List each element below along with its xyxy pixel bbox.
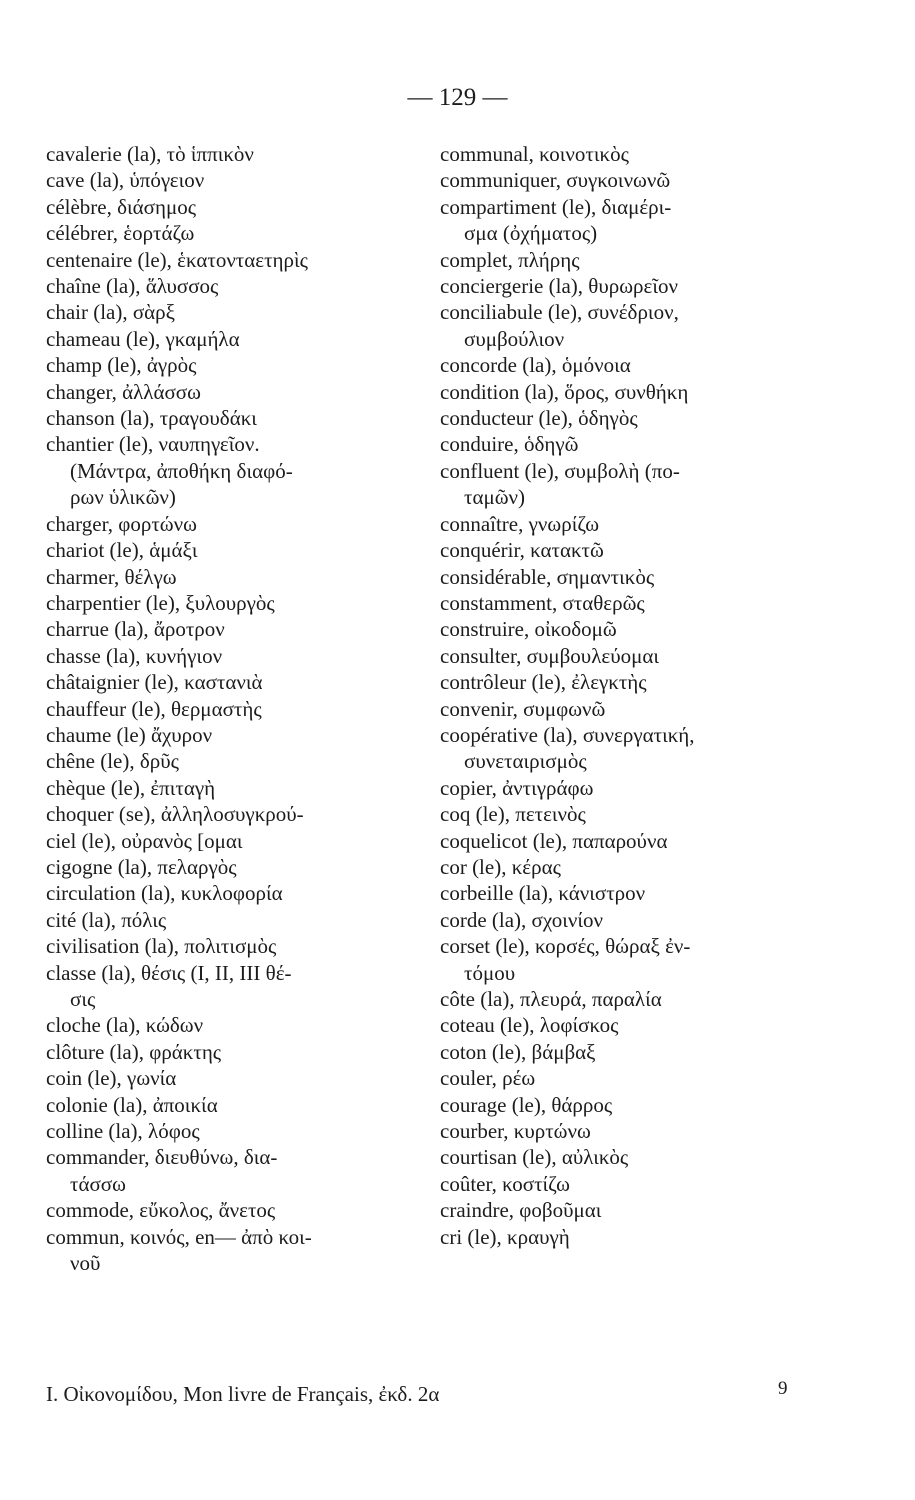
dictionary-line: courtisan (le), αὐλικὸς	[440, 1145, 629, 1170]
dictionary-line: colonie (la), ἀποικία	[46, 1092, 218, 1117]
dictionary-line: choquer (se), ἀλληλοσυγκρού-	[46, 802, 304, 827]
dictionary-line: charmer, θέλγω	[46, 564, 177, 589]
dictionary-line: construire, οἰκοδομῶ	[440, 617, 617, 642]
dictionary-line: châtaignier (le), καστανιὰ	[46, 670, 263, 695]
dictionary-line: charger, φορτώνω	[46, 511, 197, 536]
dictionary-line: côte (la), πλευρά, παραλία	[440, 987, 662, 1011]
dictionary-line: conduire, ὁδηγῶ	[440, 432, 579, 457]
dictionary-line: cavalerie (la), τὸ ἱππικὸν	[46, 142, 254, 166]
footer-signature-mark: 9	[778, 1378, 788, 1399]
dictionary-line: colline (la), λόφος	[46, 1119, 200, 1144]
dictionary-line: ταμῶν)	[464, 485, 526, 510]
dictionary-line: consulter, συμβουλεύομαι	[440, 643, 660, 668]
dictionary-line: corset (le), κορσές, θώραξ ἐν-	[440, 934, 691, 959]
dictionary-line: τάσσω	[70, 1171, 126, 1196]
dictionary-line: commander, διευθύνω, δια-	[46, 1145, 278, 1170]
dictionary-line: τόμου	[464, 960, 516, 985]
dictionary-line: communiquer, συγκοινωνῶ	[440, 168, 671, 193]
dictionary-line: célèbre, διάσημος	[46, 194, 197, 219]
dictionary-line: craindre, φοβοῦμαι	[440, 1198, 602, 1223]
dictionary-line: commun, κοινός, en— ἀπὸ κοι-	[46, 1224, 312, 1249]
dictionary-line: civilisation (la), πολιτισμὸς	[46, 934, 277, 959]
dictionary-line: commode, εὔκολος, ἄνετος	[46, 1198, 276, 1223]
dictionary-line: contrôleur (le), ἐλεγκτὴς	[440, 670, 647, 695]
dictionary-line: coopérative (la), συνεργατική,	[440, 722, 695, 747]
dictionary-line: cité (la), πόλις	[46, 907, 167, 932]
dictionary-line: conciliabule (le), συνέδριον,	[440, 300, 679, 325]
dictionary-line: copier, ἀντιγράφω	[440, 775, 594, 800]
dictionary-line: constamment, σταθερῶς	[440, 590, 645, 615]
dictionary-line: (Μάντρα, ἀποθήκη διαφό-	[70, 458, 293, 483]
dictionary-line: ciel (le), οὐρανὸς [ομαι	[46, 828, 243, 853]
dictionary-line: chêne (le), δρῦς	[46, 749, 179, 774]
footer-source: I. Οἰκονομίδου, Mon livre de Français, ἐκδ. 2α	[46, 1382, 440, 1406]
dictionary-line: centenaire (le), ἑκατονταετηρὶς	[46, 247, 308, 272]
dictionary-line: chaume (le) ἄχυρον	[46, 722, 213, 747]
dictionary-line: charpentier (le), ξυλουργὸς	[46, 590, 275, 615]
left-column	[46, 141, 446, 1276]
dictionary-line: coin (le), γωνία	[46, 1066, 177, 1091]
dictionary-line: couler, ρέω	[440, 1066, 536, 1091]
dictionary-line: conciergerie (la), θυρωρεῖον	[440, 274, 678, 299]
dictionary-line: chantier (le), ναυπηγεῖον.	[46, 432, 260, 457]
dictionary-line: communal, κοινοτικὸς	[440, 142, 629, 166]
dictionary-line: chauffeur (le), θερμαστὴς	[46, 696, 262, 721]
dictionary-line: chanson (la), τραγουδάκι	[46, 406, 257, 431]
dictionary-line: corbeille (la), κάνιστρον	[440, 881, 646, 906]
dictionary-line: σμα (ὀχήματος)	[464, 221, 598, 246]
dictionary-line: νοῦ	[70, 1251, 101, 1276]
dictionary-line: confluent (le), συμβολὴ (πο-	[440, 458, 680, 483]
dictionary-line: courber, κυρτώνω	[440, 1119, 591, 1144]
dictionary-line: clôture (la), φράκτης	[46, 1039, 222, 1064]
dictionary-line: célébrer, ἑορτάζω	[46, 221, 195, 246]
dictionary-line: chasse (la), κυνήγιον	[46, 643, 223, 668]
dictionary-line: chameau (le), γκαμήλα	[46, 326, 240, 351]
dictionary-line: συμβούλιον	[464, 326, 565, 351]
dictionary-line: coquelicot (le), παπαρούνα	[440, 828, 668, 853]
dictionary-line: συνεταιρισμὸς	[464, 749, 587, 774]
dictionary-line: conducteur (le), ὁδηγὸς	[440, 406, 638, 431]
dictionary-line: courage (le), θάρρος	[440, 1092, 613, 1117]
dictionary-line: ρων ὑλικῶν)	[70, 485, 176, 510]
dictionary-line: changer, ἀλλάσσω	[46, 379, 201, 404]
dictionary-line: complet, πλήρης	[440, 247, 580, 272]
right-column	[440, 141, 840, 1250]
dictionary-line: cri (le), κραυγὴ	[440, 1224, 570, 1249]
dictionary-line: coq (le), πετεινὸς	[440, 802, 586, 827]
dictionary-line: corde (la), σχοινίον	[440, 907, 603, 932]
dictionary-line: coteau (le), λοφίσκος	[440, 1013, 619, 1038]
dictionary-line: concorde (la), ὁμόνοια	[440, 353, 631, 378]
dictionary-line: cigogne (la), πελαργὸς	[46, 854, 237, 879]
dictionary-line: convenir, συμφωνῶ	[440, 696, 606, 721]
dictionary-line: considérable, σημαντικὸς	[440, 564, 655, 589]
dictionary-line: coûter, κοστίζω	[440, 1171, 570, 1196]
dictionary-line: chèque (le), ἐπιταγὴ	[46, 775, 216, 800]
dictionary-line: circulation (la), κυκλοφορία	[46, 881, 283, 906]
dictionary-line: coton (le), βάμβαξ	[440, 1039, 596, 1064]
page-number: — 129 —	[407, 84, 508, 111]
dictionary-line: chaîne (la), ἅλυσσος	[46, 274, 219, 299]
dictionary-line: cor (le), κέρας	[440, 854, 561, 879]
dictionary-line: connaître, γνωρίζω	[440, 511, 600, 536]
dictionary-line: chariot (le), ἁμάξι	[46, 538, 198, 563]
dictionary-line: cloche (la), κώδων	[46, 1013, 204, 1038]
dictionary-line: conquérir, κατακτῶ	[440, 538, 604, 563]
dictionary-line: champ (le), ἀγρὸς	[46, 353, 197, 378]
dictionary-line: condition (la), ὅρος, συνθήκη	[440, 379, 689, 404]
dictionary-line: σις	[70, 987, 96, 1011]
dictionary-line: cave (la), ὑπόγειον	[46, 168, 205, 193]
dictionary-line: chair (la), σὰρξ	[46, 300, 176, 325]
dictionary-line: charrue (la), ἄροτρον	[46, 617, 225, 642]
dictionary-line: compartiment (le), διαμέρι-	[440, 194, 672, 219]
dictionary-line: classe (la), θέσις (I, II, III θέ-	[46, 960, 292, 985]
